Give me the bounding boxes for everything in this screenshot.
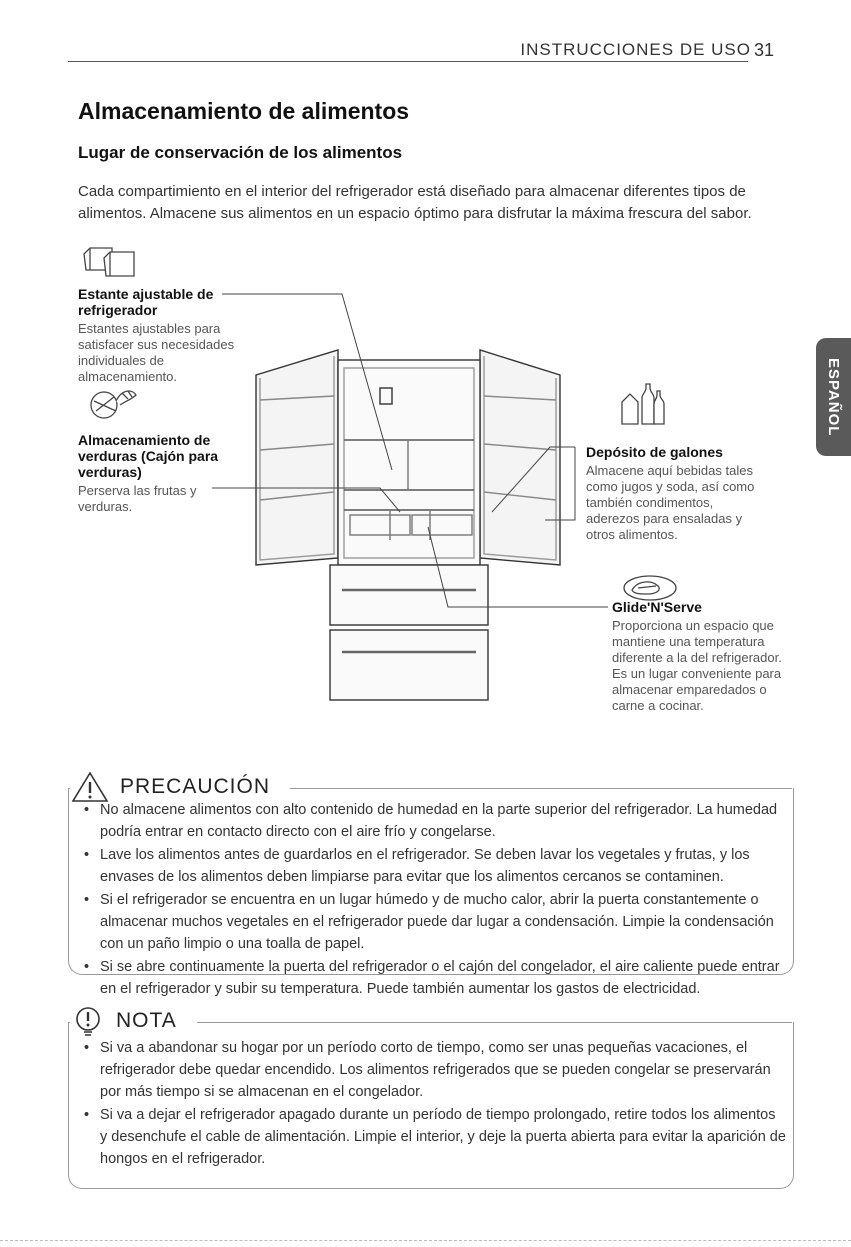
page-bottom-rule — [0, 1240, 851, 1241]
note-list — [80, 1037, 786, 1171]
label-gallon-bin — [586, 444, 766, 543]
label-body: Estantes ajustables para satisfacer sus necesidades individuales de almacenamiento. — [78, 321, 235, 384]
label-crisper — [78, 432, 248, 515]
info-bulb-icon — [70, 1004, 106, 1038]
label-title: Glide'N'Serve — [612, 599, 702, 615]
note-heading — [70, 1004, 197, 1038]
list-item: • No almacene alimentos con alto contenido de humedad en la parte superior del refrigerador. La humedad podría entrar en contacto directo con el aire frío y congelarse. — [80, 799, 786, 843]
page-number: 31 — [754, 40, 775, 60]
label-title: Estante ajustable de refrigerador — [78, 286, 214, 318]
label-body: Proporciona un espacio que mantiene una temperatura diferente a la del refrigerador. Es un lugar conveniente para almacenar emparedados o carne a cocinar. — [612, 618, 782, 713]
caution-list — [80, 799, 786, 1001]
list-item: • Si se abre continuamente la puerta del refrigerador o el cajón del congelador, el aire caliente puede entrar en el refrigerador y subir su temperatura. Puede también aumentar los gastos de electricidad. — [80, 956, 786, 1000]
label-adjustable-shelf — [78, 286, 258, 385]
label-title: Depósito de galones — [586, 444, 723, 460]
list-item: • Si el refrigerador se encuentra en un lugar húmedo y de mucho calor, abrir la puerta constantemente o almacenar muchos vegetales en el refrigerador puede dar lugar a condensación. Limpie la condensación con un paño limpio o una toalla de papel. — [80, 889, 786, 955]
label-title: Almacenamiento de verduras (Cajón para verduras) — [78, 432, 219, 480]
label-body: Almacene aquí bebidas tales como jugos y soda, así como también condimentos, aderezos para ensaladas y otros alimentos. — [586, 463, 755, 542]
caution-title: PRECAUCIÓN — [110, 775, 280, 799]
intro-paragraph: Cada compartimiento en el interior del refrigerador está diseñado para almacenar diferentes tipos de alimentos. Almacene sus alimentos en un espacio óptimo para disfrutar la máxima frescura del sabor. — [78, 183, 752, 222]
label-body: Perserva las frutas y verduras. — [78, 483, 197, 514]
list-item: • Lave los alimentos antes de guardarlos en el refrigerador. Se deben lavar los vegetales y frutas, y los envases de los alimentos deben limpiarse para evitar que los alimentos cercanos se contaminen. — [80, 844, 786, 888]
language-tab: ESPAÑOL — [816, 338, 851, 456]
page-subtitle: Lugar de conservación de los alimentos — [78, 143, 403, 162]
label-glide-n-serve — [612, 599, 792, 714]
list-item: • Si va a dejar el refrigerador apagado durante un período de tiempo prolongado, retire todos los alimentos y desenchufe el cable de alimentación. Limpie el interior, y deje la puerta abierta para evitar la aparición de hongos en el refrigerador. — [80, 1104, 786, 1170]
note-title: NOTA — [106, 1009, 187, 1033]
page-title: Almacenamiento de alimentos — [78, 98, 410, 124]
list-item: • Si va a abandonar su hogar por un período corto de tiempo, como ser unas pequeñas vacaciones, el refrigerador debe quedar encendido. Los alimentos refrigerados que se pueden congelar se preservarán por más tiempo si se almacenan en el congelador. — [80, 1037, 786, 1103]
section-header: INSTRUCCIONES DE USO — [520, 40, 751, 59]
